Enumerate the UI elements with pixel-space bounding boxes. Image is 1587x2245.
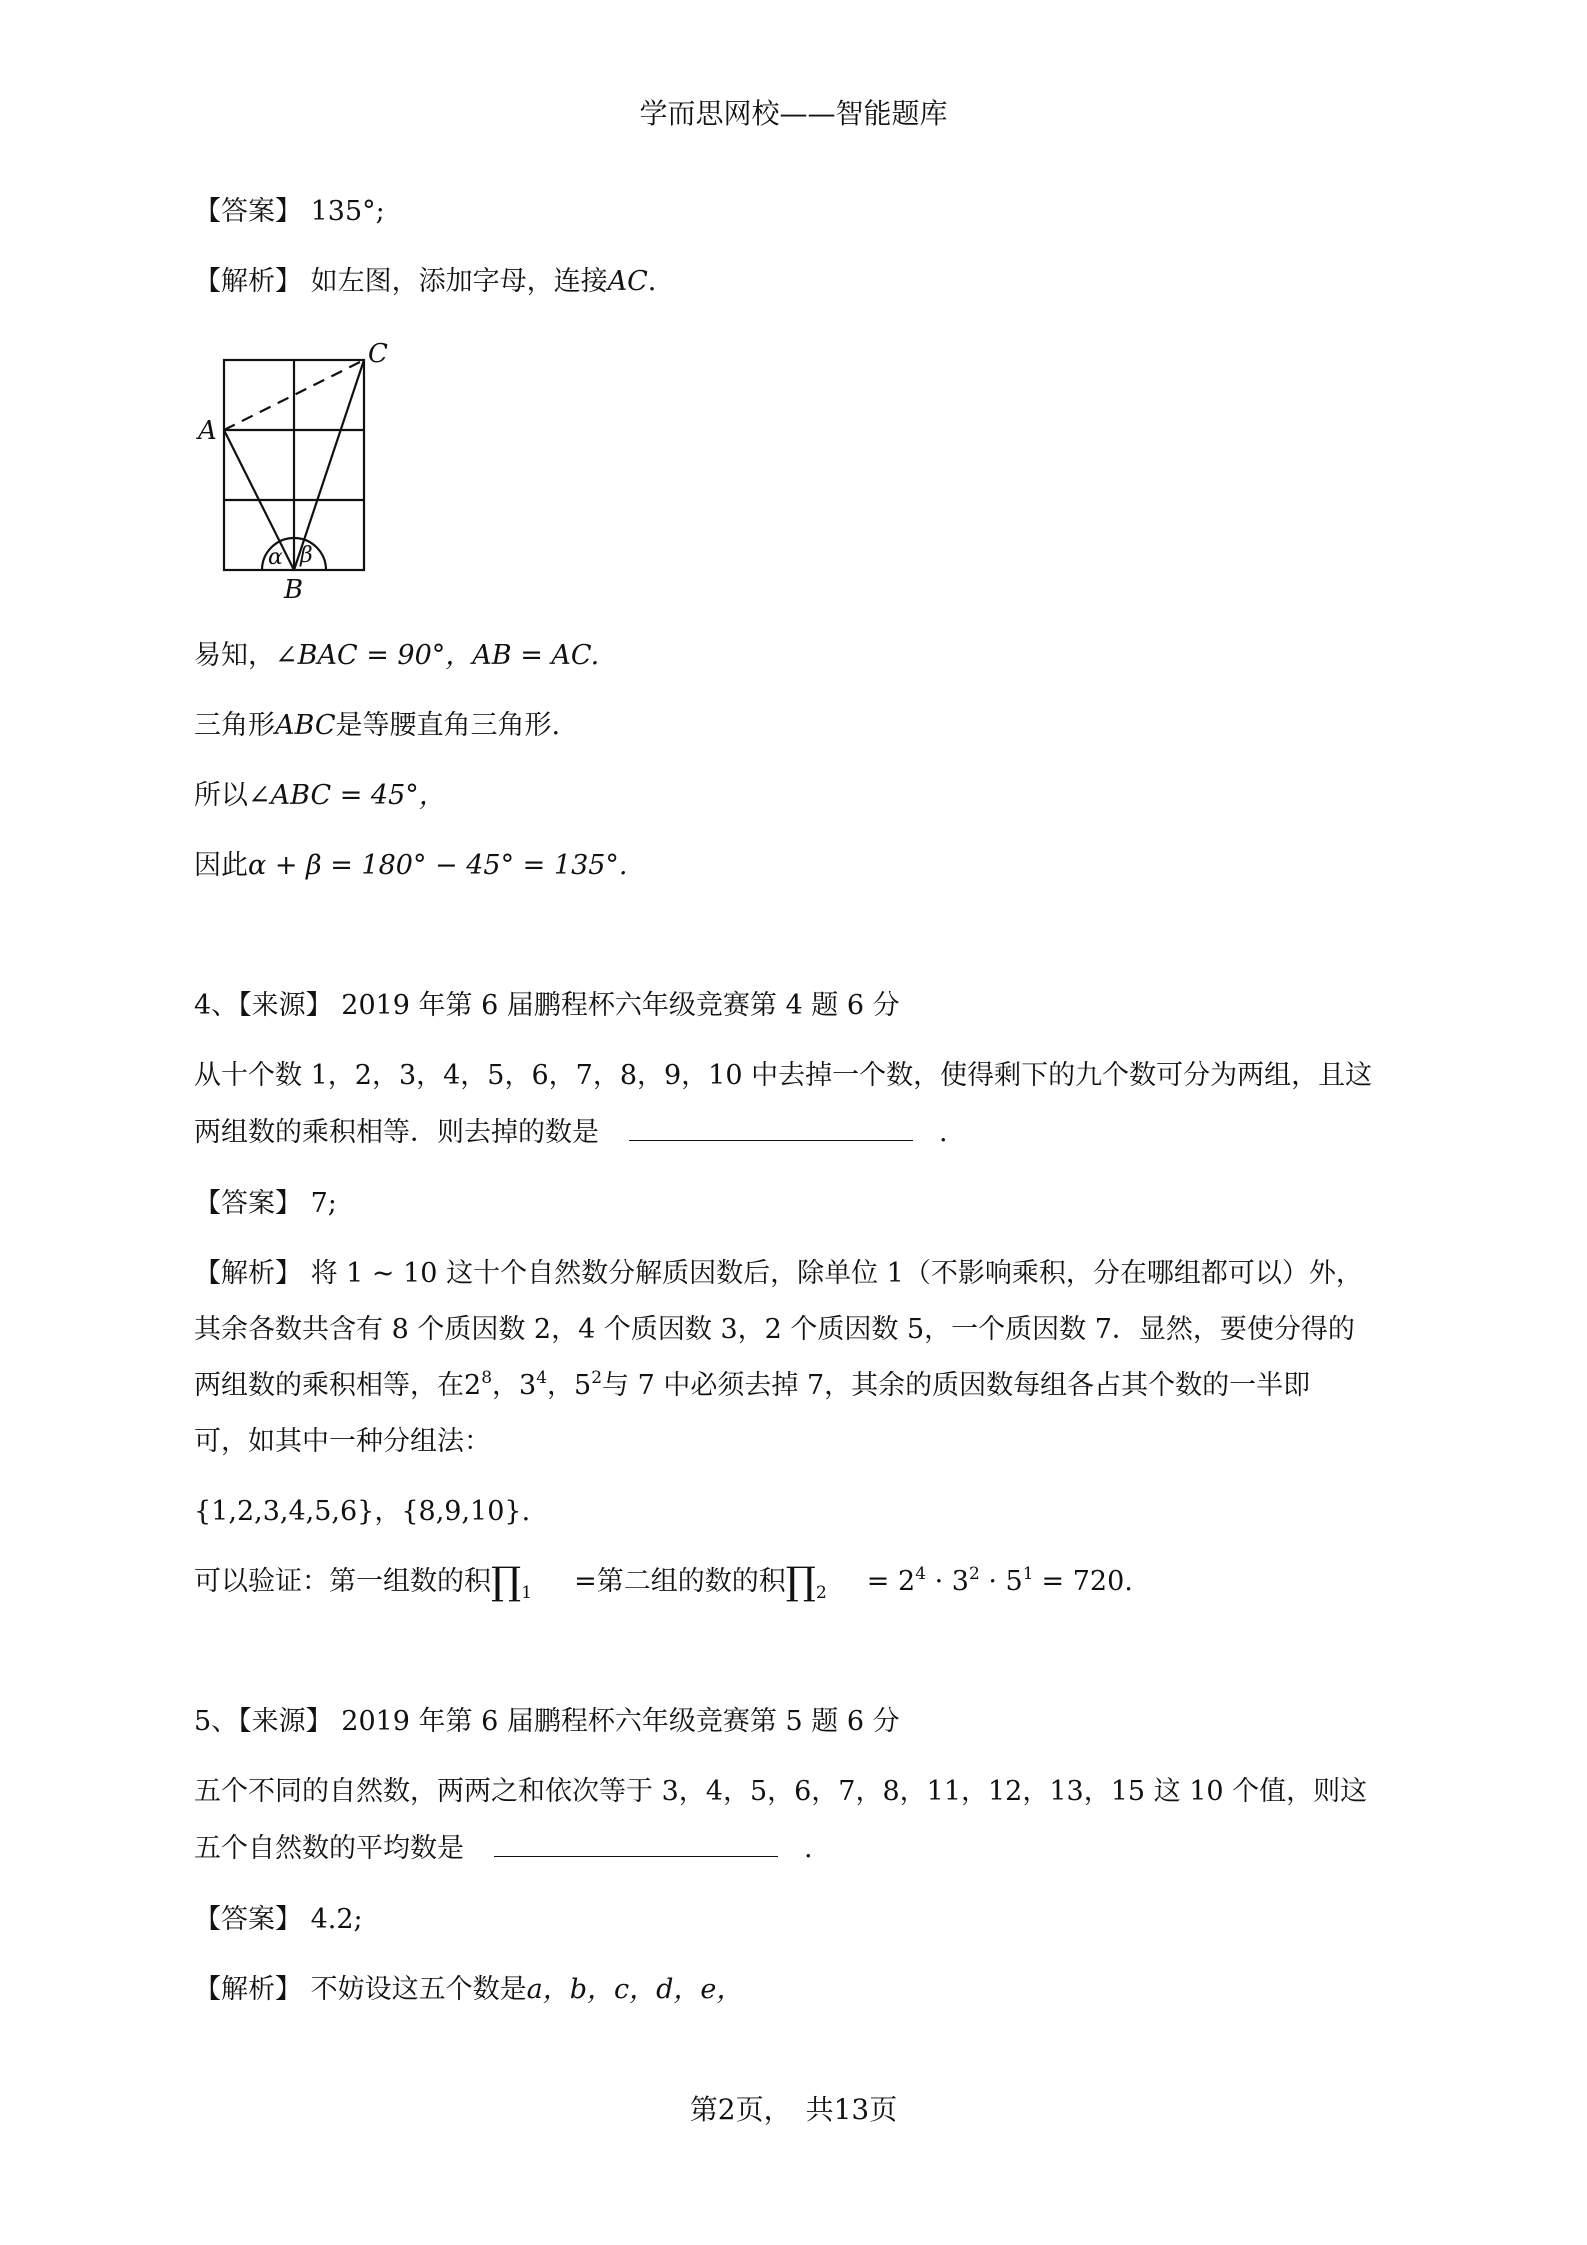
- q4-a3-b1: 2: [464, 1370, 482, 1401]
- q4-a6-b2: 3: [951, 1566, 969, 1597]
- q4-a3-e3: 2: [591, 1368, 603, 1388]
- q4-a6-dot1: ·: [926, 1566, 952, 1597]
- q4-source: 4、【来源】 2019 年第 6 届鹏程杯六年级竞赛第 4 题 6 分: [194, 990, 900, 1021]
- q4-a3-sep1: ，: [492, 1370, 520, 1401]
- q4-a6-b3: 5: [1005, 1566, 1023, 1597]
- q4-a6-mid: =第二组的数的积: [574, 1566, 786, 1597]
- q3-line-4: [194, 848, 628, 884]
- q4-a6-pre: 可以验证：第一组数的积: [194, 1566, 491, 1597]
- q4-analysis-6: [194, 1559, 1133, 1603]
- q5-analysis-1: [194, 1972, 743, 2008]
- q4-a3-b2: 3: [519, 1370, 537, 1401]
- q5-source: 5、【来源】 2019 年第 6 届鹏程杯六年级竞赛第 5 题 6 分: [194, 1706, 900, 1737]
- q5-answer: 【答案】 4.2;: [194, 1904, 363, 1935]
- q3-line-1: [194, 638, 599, 674]
- q4-a3-sep2: ，: [547, 1370, 575, 1401]
- q4-a6-end: = 720.: [1041, 1566, 1133, 1597]
- q4-period: .: [939, 1117, 948, 1148]
- q4-answer: 【答案】 7;: [194, 1188, 337, 1219]
- label-c: C: [368, 339, 388, 369]
- q4-a3-b3: 5: [574, 1370, 592, 1401]
- q3-line-2: [194, 708, 560, 744]
- label-b: B: [284, 575, 304, 604]
- q3-l2-pre: 三角形: [194, 710, 275, 741]
- q3-l2-post: 是等腰直角三角形.: [335, 710, 561, 741]
- q5-a1-pre: 【解析】 不妨设这五个数是: [194, 1974, 527, 2005]
- q3-l2-math: ABC: [275, 710, 336, 741]
- q4-analysis-3: [194, 1368, 1310, 1404]
- page-footer: 第2页， 共13页: [689, 2093, 898, 2126]
- q4-text-2: [194, 1114, 948, 1151]
- q4-text-2-content: 两组数的乘积相等．则去掉的数是: [194, 1117, 599, 1148]
- q4-analysis-5: {1,2,3,4,5,6}，{8,9,10}.: [194, 1496, 531, 1527]
- q4-a6-e2: 2: [968, 1564, 980, 1584]
- q3-answer: 【答案】 135°;: [194, 196, 385, 227]
- q3-analysis-var: AC: [607, 266, 648, 297]
- q3-l4-pre: 因此: [194, 850, 248, 881]
- q4-a6-sub1: 1: [521, 1583, 533, 1603]
- q4-a3-post: 与 7 中必须去掉 7，其余的质因数每组各占其个数的一半即: [602, 1370, 1311, 1401]
- q4-a6-eq: =: [866, 1566, 898, 1597]
- q5-answer-blank: [494, 1830, 778, 1857]
- q4-a3-pre: 两组数的乘积相等，在: [194, 1370, 464, 1401]
- q4-answer-blank: [629, 1114, 913, 1141]
- q4-a6-b1: 2: [898, 1566, 916, 1597]
- q3-l1-math: ∠BAC = 90°，AB = AC.: [275, 640, 600, 671]
- q4-analysis-2: 其余各数共含有 8 个质因数 2，4 个质因数 3，2 个质因数 5，一个质因数 7．显然，要使分得的: [194, 1314, 1355, 1345]
- q4-analysis-4: 可，如其中一种分组法：: [194, 1426, 491, 1457]
- q5-a1-vars: a，b，c，d，e，: [526, 1974, 744, 2005]
- q3-l3-math: ∠ABC = 45°，: [248, 780, 446, 811]
- page-header: 学而思网校——智能题库: [639, 97, 948, 130]
- q3-l1-pre: 易知，: [194, 640, 275, 671]
- q3-line-3: [194, 778, 446, 814]
- q5-period: .: [804, 1833, 813, 1864]
- q5-text-2-content: 五个自然数的平均数是: [194, 1833, 464, 1864]
- q4-a3-e1: 8: [481, 1368, 493, 1388]
- grid-triangle-figure: [190, 334, 410, 604]
- segment-bc: [294, 360, 364, 570]
- q4-a6-sub2: 2: [815, 1583, 827, 1603]
- q4-a6-dot2: ·: [979, 1566, 1006, 1597]
- label-beta: β: [300, 543, 313, 568]
- q3-analysis-text: 【解析】 如左图，添加字母，连接: [194, 266, 608, 297]
- q4-a6-e3: 1: [1022, 1564, 1034, 1584]
- q5-text-1: 五个不同的自然数，两两之和依次等于 3，4，5，6，7，8，11，12，13，15 这 10 个值，则这: [194, 1776, 1368, 1807]
- q3-analysis-intro: 【解析】 如左图，添加字母，连接AC.: [194, 266, 657, 297]
- label-a: A: [198, 416, 217, 446]
- label-alpha: α: [268, 545, 283, 570]
- q4-text-1: 从十个数 1，2，3，4，5，6，7，8，9，10 中去掉一个数，使得剩下的九个数可分为两组，且这: [194, 1060, 1373, 1091]
- product-symbol-1: ∏: [491, 1559, 522, 1603]
- q4-a6-e1: 4: [915, 1564, 927, 1584]
- q3-l4-math: α + β = 180° − 45° = 135°.: [248, 850, 628, 881]
- q3-l3-pre: 所以: [194, 780, 248, 811]
- q4-analysis-1: 【解析】 将 1 ~ 10 这十个自然数分解质因数后，除单位 1（不影响乘积，分在哪组都可以）外，: [194, 1258, 1363, 1289]
- q4-a3-e2: 4: [536, 1368, 548, 1388]
- q5-text-2: [194, 1830, 813, 1867]
- product-symbol-2: ∏: [785, 1559, 816, 1603]
